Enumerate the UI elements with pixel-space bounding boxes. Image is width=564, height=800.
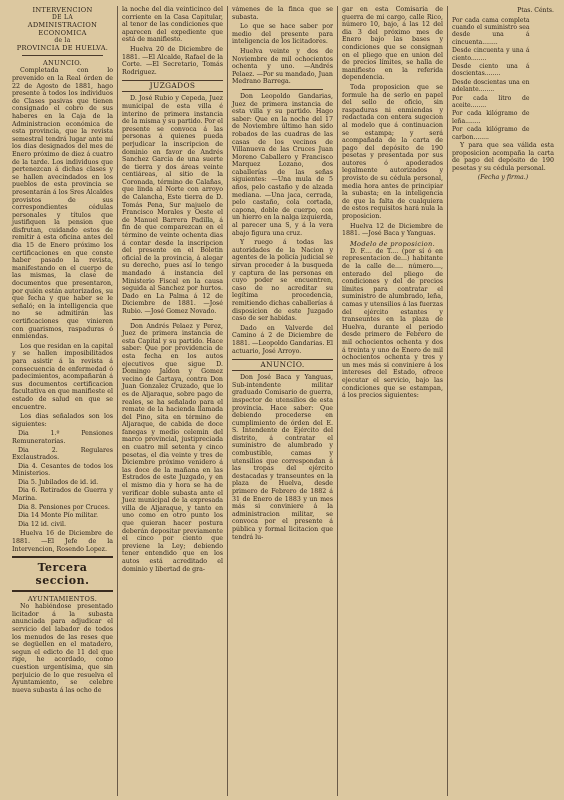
blank-cell bbox=[530, 17, 554, 48]
divider bbox=[12, 556, 113, 558]
column-2 bbox=[118, 6, 228, 796]
blank-cell bbox=[530, 95, 554, 111]
table-cell: Desde doscientas una en adelante........ bbox=[452, 78, 530, 94]
column-3 bbox=[228, 6, 338, 796]
header-line: ADMINISTRACION ECONOMICA bbox=[27, 21, 98, 38]
closing-signature: Huelva 20 de Diciembre de 1881. —El Alcalde, Rafael de la Corte. —El Secretario, Tomás Rodriguez. bbox=[122, 45, 223, 76]
list-item: Dia 8. Pensiones por Cruces. bbox=[18, 503, 110, 511]
table-cell: Por cada kilógramo de leña........ bbox=[452, 110, 530, 125]
table-cell: Por cada cama completa cuando el suministro sea desde una á cincuenta........ bbox=[452, 16, 530, 46]
blank-cell bbox=[530, 110, 554, 126]
list-item: Dia 2. Regulares Exclaustrados. bbox=[12, 446, 113, 462]
paragraph: Y ruego á todas las autoridades de la Nacion y agentes de la policía judicial se sirvan proceder á la busqueda y captura de las personas en cuyo poder se encuentren, caso de no acreditar su legítima procedencia, remitiendo dichas caballerías á disposicion de este Juzgado caso de ser habidas. bbox=[232, 239, 333, 323]
list-item: Dia 6. Retirados de Guerra y Marina. bbox=[12, 487, 113, 503]
divider bbox=[22, 55, 103, 56]
notice-title: ANUNCIO. bbox=[42, 59, 83, 68]
paragraph: Los dias señalados son los siguientes: bbox=[12, 413, 113, 428]
paragraph: Don Andrés Pelaez y Perez, Juez de primera instancia de esta Capital y su partido. Hace saber: Que por providencia de esta fecha en los autos ejecutivos que sigue D. Domingo Jaldon y Gomez vecino de Cartaya, contra Don Juan Gonzalez Cruzado, que lo es de Aljaraque, sobre pago de reales, se ha señalado para el remate de la hacienda llamada del Pino, sita en término de Aljaraque, de cabida de doce fanegas y medio celemin del marco provincial, justipreciada en cuatro mil setenta y cinco pesetas, el dia veinte y tres de Diciembre próximo venidero á las doce de la mañana en las Estrados de este Juzgado, y en el mismo dia y hora se ha de verificar doble subasta ante el Juez municipal de la expresada villa de Aljaraque, y tanto en uno como en otro punto los que quieran hacer postura deberán depositar previamente el cinco por ciento que previene la Ley; debiendo tener entendido que en los autos está acreditado el dominio y libertad de gra- bbox=[122, 322, 223, 573]
paragraph: Don Leopoldo Gandarias, Juez de primera instancia de esta villa y su partido. Hago saber: Que en la noche del 17 de Noviembre último han sido robados de las cuadras de las casas de los vecinos de Villanueva de las Cruces Juan Moreno Caballero y Francisco Marquez Lozano, dos caballerías de las señas siguientes: —Una mula de 5 años, pelo castaño y de alzada mediana. —Una jaca, cerrada, pelo castaño, cola cortada, capona, doble de cuerpo, con un hierro en la nalga izquierda, al parecer una S, y á la vera abajo figura una cruz. bbox=[232, 92, 333, 237]
paragraph: Lo que se hace saber por medio del presente para inteligencia de los licitadores. bbox=[232, 23, 333, 46]
table-row bbox=[452, 110, 554, 126]
column-4 bbox=[338, 6, 448, 796]
table-cell: Por cada litro de aceite........ bbox=[452, 94, 530, 110]
office-header bbox=[12, 6, 113, 52]
column-5 bbox=[448, 6, 558, 796]
header-line: DE LA bbox=[52, 14, 73, 21]
columns bbox=[8, 6, 558, 796]
list-item: Dia 12 id. civil. bbox=[18, 520, 67, 528]
model-title: Modelo de proposicion. bbox=[350, 239, 435, 248]
signature-line: (Fecha y firma.) bbox=[477, 174, 529, 182]
closing-signature: Huelva 16 de Diciembre de 1881. —El Jefe de la Intervencion, Rosendo Lopez. bbox=[12, 530, 113, 553]
table-row bbox=[452, 47, 554, 63]
paragraph: Huelva veinte y dos de Noviembre de mil ochocientos ochenta y uno. —Andrés Pelaez. —Por su mandado, Juan Medrano Barrega. bbox=[232, 47, 333, 86]
price-table bbox=[452, 17, 554, 143]
table-row bbox=[452, 95, 554, 111]
blank-cell bbox=[530, 63, 554, 79]
section-heading: ANUNCIO. bbox=[232, 359, 333, 371]
paragraph: Don José Baca y Yanguas, Sub-intendente militar graduado Comisario de guerra, inspector de utensilios de esta provincia. Hace saber: Que debiendo procederse en cumplimiento de órden del E. S. Intendente de Ejército del distrito, á contratar el suministro de alumbrado y combustible, camas y utensilios que correspondan á las tropas del ejército destacadas y transeuntes en la plaza de Huelva, desde primero de Febrero de 1882 á 31 de Enero de 1883 y un mes más si conviniere á la administracion militar, se convoca por el presente á pública y formal licitacion que tendrá lu- bbox=[232, 374, 333, 541]
header-line: PROVINCIA DE HUELVA. bbox=[16, 44, 109, 53]
table-row bbox=[452, 126, 554, 142]
table-row bbox=[452, 63, 554, 79]
header-line: INTERVENCION bbox=[32, 6, 93, 14]
list-item: Dia 4. Cesantes de todos los Ministerios. bbox=[12, 462, 113, 478]
table-row bbox=[452, 79, 554, 95]
paragraph: Huelva 12 de Diciembre de 1881. —José Baca y Yanguas. bbox=[342, 222, 443, 238]
paragraph: gar en esta Comisaría de guerra de mi cargo, calle Rico, número 10, bajo, á las 12 del dia 3 del próximo mes de Enero bajo las bases y condiciones que se consignan en el pliego que en union del de precios límites, se halla de manifiesto en la referida dependencia. bbox=[342, 6, 443, 82]
paragraph: D. F.... de T.... (por sí ó en representacion de...) habitante de la calle de.... número...., enterado del pliego de condiciones y del de precios límites para contratar el suministro de alumbrado, leña, camas y utensilios á las fuerzas del ejército estantes y transeuntes en la plaza de Huelva, durante el periodo desde primero de Febrero de mil ochocientos ochenta y dos á treinta y uno de Enero de mil ochocientos ochenta y tres y un mes más si conviniere á los intereses del Estado, ofrece ejecutar el servicio, bajo las condiciones que se estampan, á los precios siguientes: bbox=[342, 247, 443, 400]
section-title: Tercera seccion. bbox=[35, 561, 90, 588]
blank-cell bbox=[530, 47, 554, 63]
paragraph: Dado en Valverde del Camino á 2 de Diciembre de 1881. —Leopoldo Gandarias. El actuario, José Arroyo. bbox=[232, 324, 333, 355]
days-list bbox=[12, 430, 113, 528]
list-item: Dia 5. Jubilados de id. id. bbox=[18, 478, 99, 486]
paragraph: Completada con lo prevenido en la Real órden de 22 de Agosto de 1881, hago presente á todos los individuos de Clases pasivas que tienen consignado el cobro de sus haberes en la Caja de la Administracion económica de esta provincia, que la revista semestral tendrá lugar ante mí los dias designados del mes de Enero próximo de diez á cuatro de la tarde. Los individuos que pertenezcan á dichas clases y se hallen avecindados en los pueblos de esta provincia se presentarán á los Sres Alcaldes provistos de sus correspondientes cédulas personales y títulos que justifiquen la pension que disfrutan, cuidando estos de remitir á esta oficina antes del dia 15 de Enero próximo los certificaciones en que conste haber pasado la revista, manifestando en el cuerpo de las mismas, la clase de documentos que presentaron, por quién están autorizados, su que fecha y que haber se le señaló; en la intelligencia que no se admitirán las certificaciones que vinieren con guarismos, raspaduras ó enmiendas. bbox=[12, 67, 113, 341]
table-cell: Desde cincuenta y una á ciento........ bbox=[452, 47, 530, 62]
divider bbox=[12, 590, 113, 592]
header-line: de la bbox=[54, 37, 71, 45]
paragraph: D. José Rubio y Cepeda, Juez municipal de esta villa é interino de primera instancia de la misma y su partido. Por el presente se convoca á las personas á quienes pueda perjudicar la inscripcion de dominio en favor de Andrés Sanchez Garcia de una suerte de tierra y dos áreas veinte centiáreas, al sitio de la Coronada, término de Calañas, que linda al Norte con arroyo de Calancha, Este tierra de D. Tomás Pena, Sur majuelo de Francisco Morales y Oeste el de Manuel Barrera Padilla, á fin de que comparezcan en el término de veinte ochenta dias á contar desde la inscripcion del presente en el Boletin oficial de la provincia, á alegar su derecho, pues así lo tengo mandado á instancia del Ministerio Fiscal en la causa seguida al Sanchez por hurtos. Dado en La Palma á 12 de Diciembre de 1881. —José Rubio. —José Gomez Novado. bbox=[122, 95, 223, 315]
table-cell: Desde ciento una á doscientas........ bbox=[452, 63, 530, 78]
paragraph: vámenes de la finca que se subasta. bbox=[232, 6, 333, 21]
list-item: Dia 14 Monte Pío militar. bbox=[18, 512, 99, 520]
divider bbox=[242, 89, 323, 90]
column-1 bbox=[8, 6, 118, 796]
list-item: Dia 1.º Pensiones Remuneratorias. bbox=[12, 430, 113, 445]
divider bbox=[132, 319, 213, 320]
section-heading: JUZGADOS bbox=[122, 80, 223, 92]
table-cell: Por cada kilógramo de carbon........ bbox=[452, 126, 530, 141]
blank-cell bbox=[530, 126, 554, 142]
table-row bbox=[452, 17, 554, 48]
paragraph: No habiéndose presentado licitador á la subasta anunciada para adjudicar el servicio del labador de todos los menudos de las reses que se degüellen en el matadero, segun el edicto de 11 del que rige, he acordado, como cuestion urgentísima, que sin perjuicio de lo que resuelva el Ayuntamiento, se celebre nueva subasta á las ocho de bbox=[12, 603, 113, 694]
paragraph: Y para que sea válida esta proposicion acompaña la carta de pago del depósito de 190 pesetas y su cédula personal. bbox=[452, 142, 554, 172]
paragraph: la noche del dia veinticinco del corriente en la Casa Capitular, al tenor de las condiciones que aparecen del expediente que está de manifiesto. bbox=[122, 6, 223, 44]
blank-cell bbox=[530, 79, 554, 95]
price-table-header: Ptas. Cénts. bbox=[517, 7, 554, 14]
paragraph: Toda proposicion que se formule ha de serlo en papel del sello de oficio, sin raspaduras ni enmiendas y redactada con entera sugecion al modelo que á continuacion se estampa; y será acompañada de la carta de pago del depósito de 190 pesetas y presentada por sus autores ó apoderados legalmente autorizados y provisto de su cédula personal, media hora antes de principiar la subasta; en la inteligencia de que la falta de cualquiera de estos requisitos hará nula la proposicion. bbox=[342, 83, 443, 221]
paragraph: Los que residan en la capital y se hallen imposibilitados para asistir á la revista á consecuencia de enfermedad ó padecimientos, acompañarán á sus documentos certificacion facultativa en que manifieste el estado de salud en que se encuentre. bbox=[12, 342, 113, 411]
subsection-title: AYUNTAMIENTOS. bbox=[27, 595, 98, 604]
